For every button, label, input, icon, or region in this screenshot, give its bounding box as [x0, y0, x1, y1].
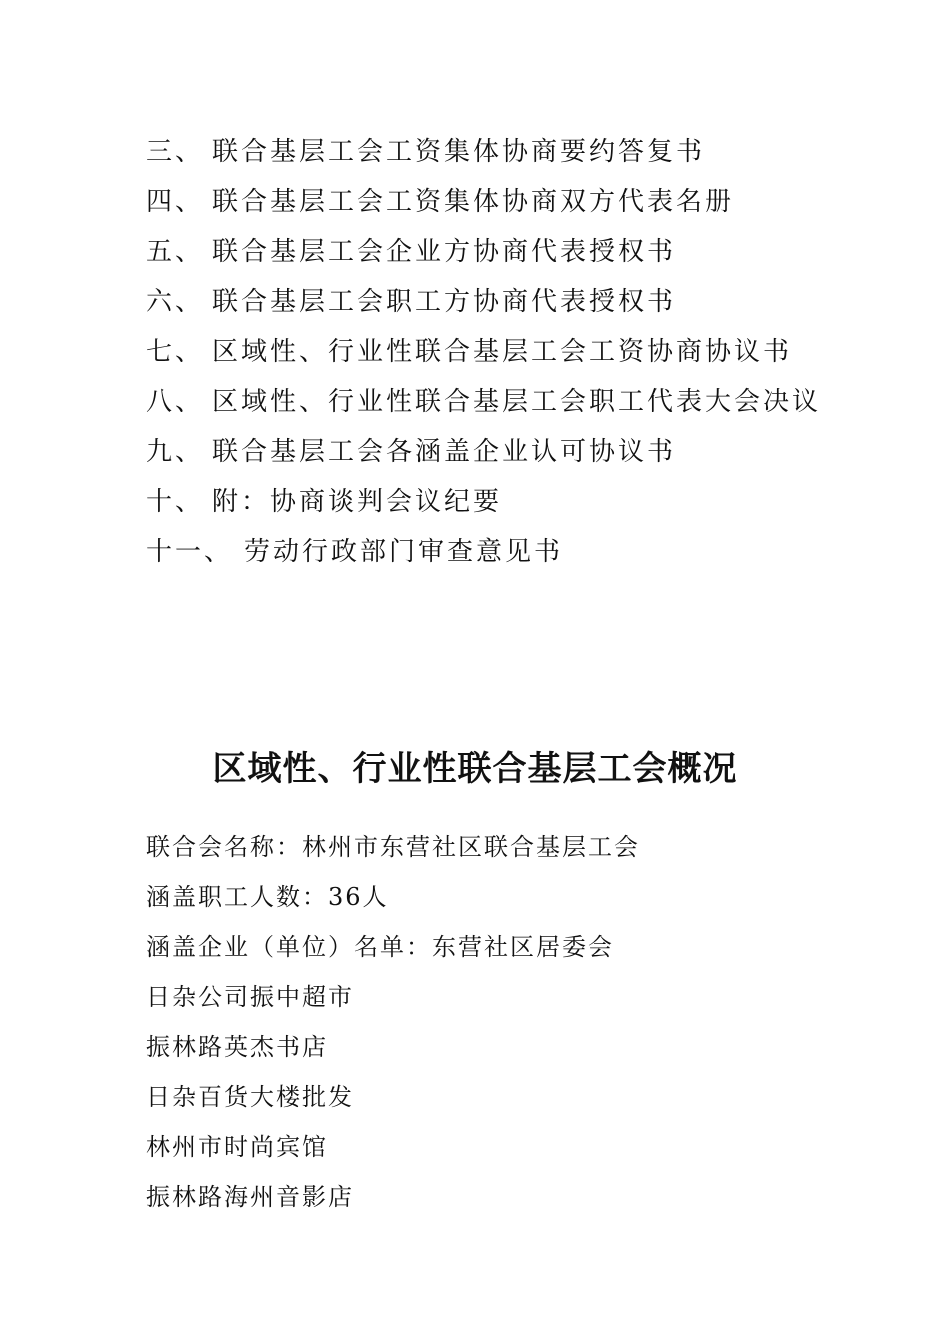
item-text: 联合基层工会各涵盖企业认可协议书	[212, 437, 677, 467]
contents-item	[146, 327, 821, 377]
item-number: 四、	[146, 187, 205, 217]
contents-item	[146, 227, 821, 277]
item-text: 联合基层工会企业方协商代表授权书	[212, 237, 677, 267]
section-title: 区域性、行业性联合基层工会概况	[212, 748, 738, 789]
item-text: 联合基层工会工资集体协商双方代表名册	[212, 187, 735, 217]
item-number: 九、	[146, 437, 205, 467]
item-text: 附：协商谈判会议纪要	[212, 487, 503, 517]
contents-item	[146, 377, 821, 427]
contents-item	[146, 177, 821, 227]
member-unit: 振林路海州音影店	[146, 1183, 354, 1211]
item-text: 联合基层工会职工方协商代表授权书	[212, 287, 677, 317]
item-number: 八、	[146, 387, 205, 417]
contents-item	[146, 277, 821, 327]
contents-item	[146, 127, 821, 177]
member-unit: 日杂公司振中超市	[146, 983, 354, 1011]
item-text: 劳动行政部门审查意见书	[244, 537, 564, 567]
contents-list	[146, 127, 821, 577]
item-number: 十、	[146, 487, 205, 517]
item-number: 五、	[146, 237, 205, 267]
contents-item	[146, 477, 821, 527]
item-number: 十一、	[146, 537, 234, 567]
contents-item	[146, 527, 821, 577]
item-text: 区域性、行业性联合基层工会工资协商协议书	[212, 337, 793, 367]
member-unit: 振林路英杰书店	[146, 1033, 328, 1061]
item-text: 联合基层工会工资集体协商要约答复书	[212, 137, 706, 167]
contents-item	[146, 427, 821, 477]
item-number: 三、	[146, 137, 205, 167]
member-unit: 林州市时尚宾馆	[146, 1133, 328, 1161]
item-number: 六、	[146, 287, 205, 317]
union-overview	[146, 822, 640, 1222]
item-text: 区域性、行业性联合基层工会职工代表大会决议	[212, 387, 822, 417]
member-unit: 日杂百货大楼批发	[146, 1083, 354, 1111]
union-name-line: 联合会名称：林州市东营社区联合基层工会	[146, 833, 640, 861]
employee-count-line: 涵盖职工人数：36人	[146, 883, 389, 911]
item-number: 七、	[146, 337, 205, 367]
member-list-line: 涵盖企业（单位）名单：东营社区居委会	[146, 933, 614, 961]
